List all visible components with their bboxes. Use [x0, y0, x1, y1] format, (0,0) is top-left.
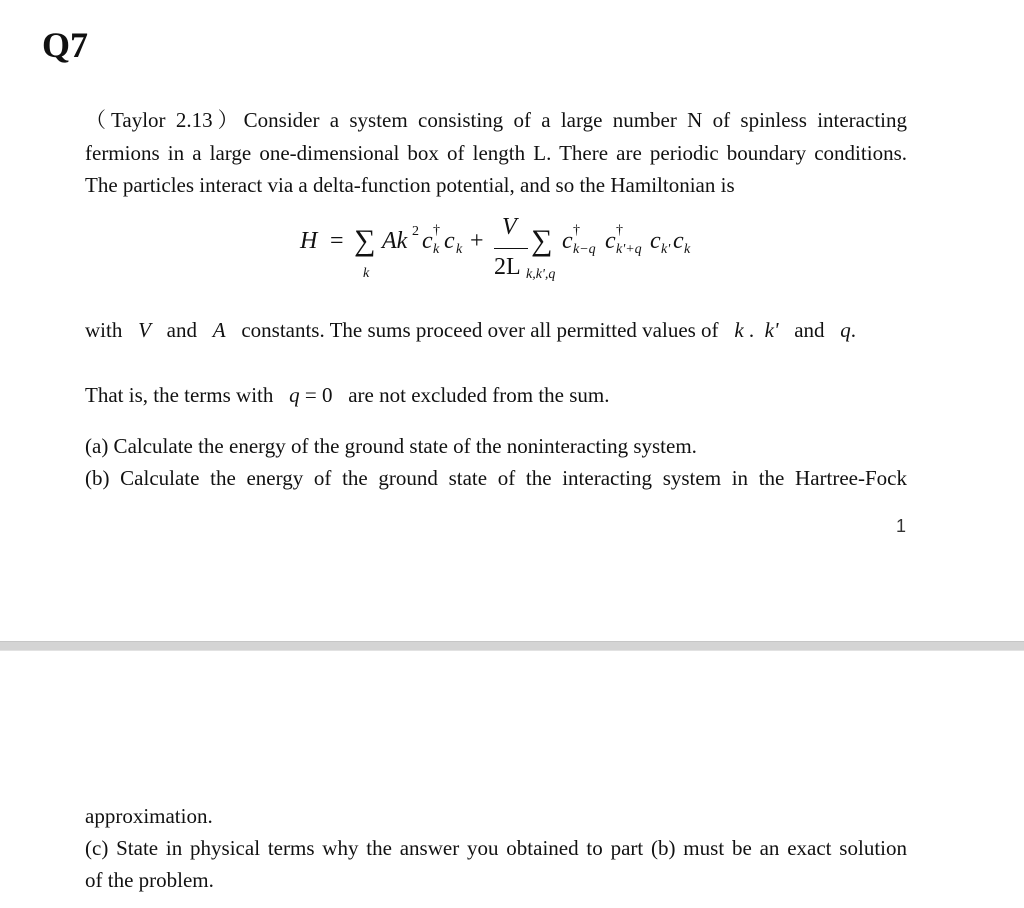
eq-frac-num: V: [502, 214, 517, 240]
text-with: with: [85, 318, 123, 342]
problem-statement: [85, 104, 907, 202]
part-b: (b) Calculate the energy of the ground state of the interacting system in the Hartree-Fock: [85, 466, 907, 490]
symbol-k: k: [734, 318, 744, 342]
eq-op1: c: [562, 228, 573, 254]
symbol-V: V: [138, 318, 151, 342]
eq-lhs: H: [300, 228, 318, 254]
symbol-q-zero: q: [289, 383, 300, 407]
page-divider: [0, 641, 1024, 651]
eq-frac-den: 2L: [494, 254, 521, 280]
eq-frac-bar: [494, 248, 528, 249]
eq-term1-coef: Ak: [382, 228, 408, 254]
symbol-A: A: [212, 318, 226, 342]
eq-plus: +: [470, 228, 484, 254]
part-a: (a) Calculate the energy of the ground state of the noninteracting system.: [85, 434, 697, 458]
symbol-q: q: [840, 318, 851, 342]
symbol-k-prime: k': [764, 318, 779, 342]
text-terms-with: That is, the terms with: [85, 383, 274, 407]
eq-sum-1-index: k: [363, 266, 370, 281]
eq-sum-1: ∑: [354, 224, 376, 257]
eq-op1-sub: k−q: [573, 242, 596, 257]
part-c-line-2: of the problem.: [85, 868, 214, 892]
eq-term1-power: 2: [412, 224, 419, 239]
text-not-excluded: are not excluded from the sum.: [348, 383, 610, 407]
eq-op1-dagger: †: [573, 223, 580, 238]
end-dot: .: [850, 318, 857, 342]
eq-op2: c: [605, 228, 616, 254]
eq-op3-sub: k': [661, 242, 671, 257]
separator-dot: .: [748, 318, 755, 342]
eq-op3: c: [650, 228, 661, 254]
eq-op2-dagger: †: [616, 223, 623, 238]
question-title: Q7: [42, 25, 89, 65]
eq-c-dagger-k: c: [422, 228, 433, 254]
page-number: 1: [895, 516, 906, 536]
part-c-line-1: (c) State in physical terms why the answer you obtained to part (b) must be an exact solution: [85, 836, 907, 860]
eq-dagger-1: †: [433, 223, 440, 238]
eq-c-k: c: [444, 228, 455, 254]
problem-line-3: The particles interact via a delta-function potential, and so the Hamiltonian is: [85, 173, 735, 197]
eq-sub-k-1: k: [433, 242, 440, 257]
eq-op2-sub: k'+q: [616, 242, 642, 257]
eq-sub-k-2: k: [456, 242, 463, 257]
q-zero-sentence: [85, 379, 907, 412]
constants-sentence: [85, 314, 907, 347]
text-and-1: and: [166, 318, 197, 342]
eq-sum-2: ∑: [531, 224, 553, 257]
hamiltonian-equation: [300, 210, 720, 290]
equals-zero: = 0: [304, 383, 333, 407]
eq-sum-2-index: k,k',q: [526, 267, 556, 282]
eq-op4: c: [673, 228, 684, 254]
problem-line-1: （Taylor 2.13）Consider a system consisting of a large number N of spinless interacting: [85, 108, 907, 132]
eq-op4-sub: k: [684, 242, 691, 257]
problem-line-2: fermions in a large one-dimensional box of length L. There are periodic boundary conditions.: [85, 140, 907, 165]
text-and-2: and: [794, 318, 825, 342]
part-b-continued: approximation.: [85, 804, 213, 828]
eq-equals: =: [330, 228, 344, 254]
text-constants: constants. The sums proceed over all permitted values of: [241, 318, 719, 342]
